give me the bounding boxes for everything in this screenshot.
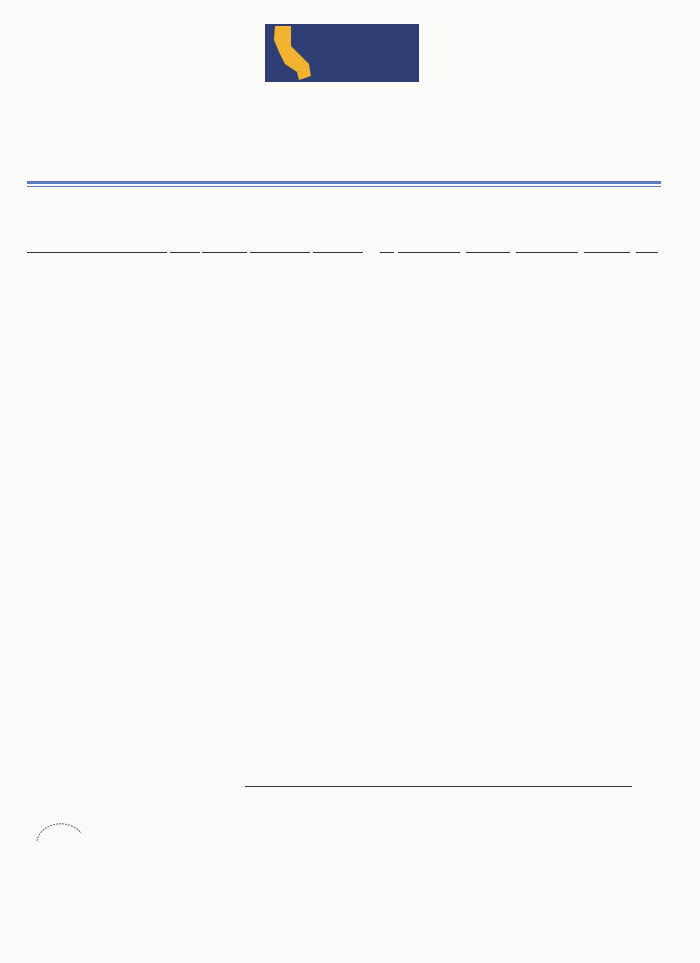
footer-rule bbox=[245, 786, 632, 787]
nelac-arc-icon bbox=[29, 815, 89, 845]
caltest-logo bbox=[265, 24, 419, 82]
section-rule-bottom bbox=[27, 186, 661, 187]
section-rule-top bbox=[27, 181, 661, 184]
california-icon bbox=[269, 24, 319, 82]
